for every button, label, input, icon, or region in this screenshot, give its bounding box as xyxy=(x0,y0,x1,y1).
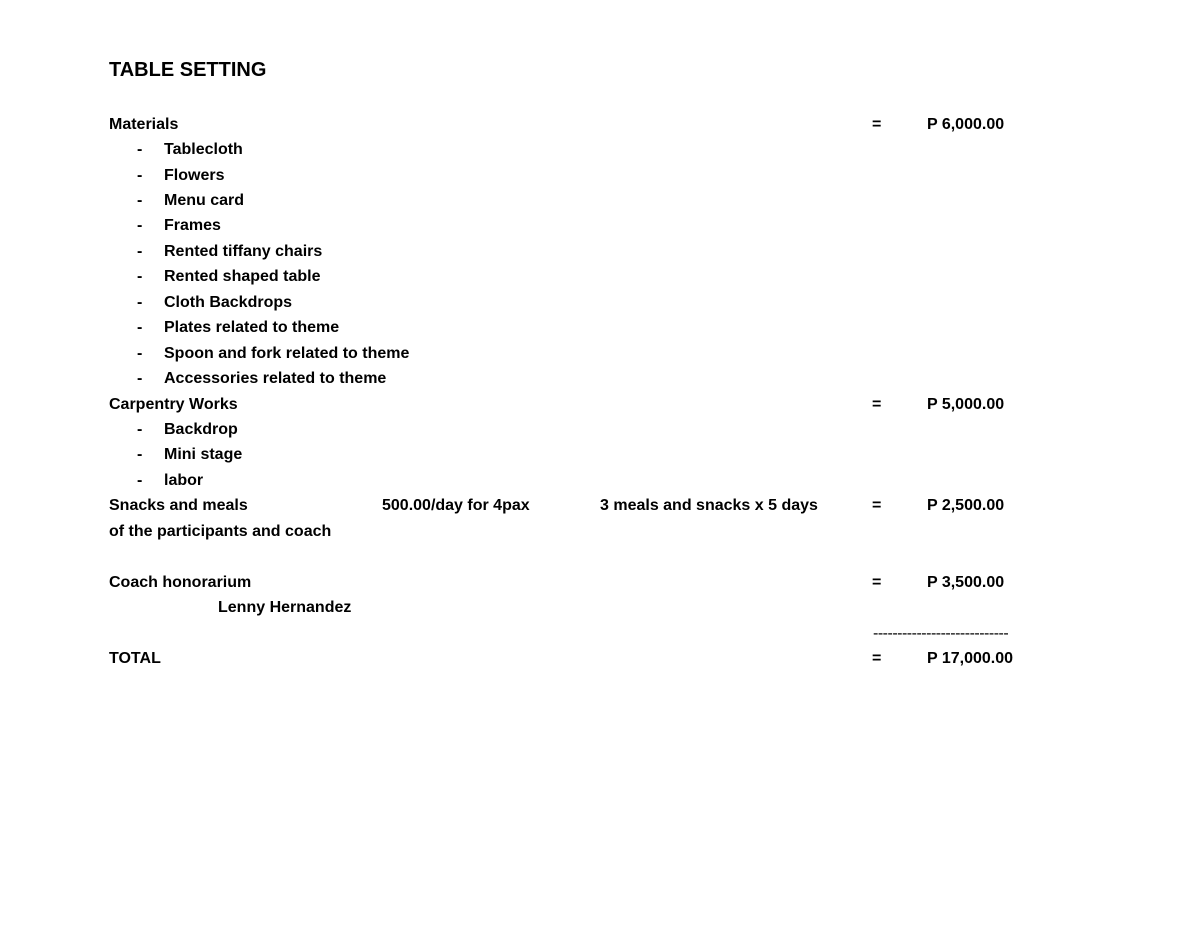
snacks-note: 3 meals and snacks x 5 days xyxy=(600,497,818,514)
list-item xyxy=(0,290,1200,315)
bullet-dash: - xyxy=(137,421,143,438)
material-item: Flowers xyxy=(164,167,225,184)
bullet-dash: - xyxy=(137,217,143,234)
material-item: Menu card xyxy=(164,192,245,209)
material-item: Spoon and fork related to theme xyxy=(164,345,410,362)
material-item: Frames xyxy=(164,217,221,234)
page-title: TABLE SETTING xyxy=(109,59,267,81)
bullet-dash: - xyxy=(137,294,143,311)
snacks-equals: = xyxy=(872,497,882,514)
list-item xyxy=(0,442,1200,467)
bullet-dash: - xyxy=(137,243,143,260)
material-item: Tablecloth xyxy=(164,141,243,158)
coach-label: Coach honorarium xyxy=(109,574,252,591)
snacks-label-continued: of the participants and coach xyxy=(109,523,332,540)
list-item xyxy=(0,366,1200,391)
total-label: TOTAL xyxy=(109,650,161,667)
snacks-amount: P 2,500.00 xyxy=(927,497,1005,514)
bullet-dash: - xyxy=(137,167,143,184)
bullet-dash: - xyxy=(137,268,143,285)
bullet-dash: - xyxy=(137,141,143,158)
total-rule-row xyxy=(0,621,1200,646)
snacks-rate: 500.00/day for 4pax xyxy=(382,497,530,514)
material-item: Cloth Backdrops xyxy=(164,294,293,311)
snacks-row-continued xyxy=(0,519,1200,544)
coach-name: Lenny Hernandez xyxy=(218,599,352,616)
list-item xyxy=(0,341,1200,366)
coach-row xyxy=(0,570,1200,595)
bullet-dash: - xyxy=(137,192,143,209)
carpentry-amount: P 5,000.00 xyxy=(927,396,1005,413)
bullet-dash: - xyxy=(137,472,143,489)
bullet-dash: - xyxy=(137,446,143,463)
list-item xyxy=(0,239,1200,264)
snacks-row xyxy=(0,493,1200,518)
materials-row xyxy=(0,112,1200,137)
bullet-dash: - xyxy=(137,345,143,362)
snacks-label: Snacks and meals xyxy=(109,497,248,514)
list-item xyxy=(0,163,1200,188)
carpentry-item: Mini stage xyxy=(164,446,243,463)
materials-label: Materials xyxy=(109,116,179,133)
total-equals: = xyxy=(872,650,882,667)
materials-equals: = xyxy=(872,116,882,133)
list-item xyxy=(0,188,1200,213)
total-row xyxy=(0,646,1200,671)
material-item: Rented tiffany chairs xyxy=(164,243,323,260)
coach-equals: = xyxy=(872,574,882,591)
total-rule: ---------------------------- xyxy=(873,625,1009,642)
list-item xyxy=(0,213,1200,238)
bullet-dash: - xyxy=(137,370,143,387)
material-item: Plates related to theme xyxy=(164,319,340,336)
carpentry-label: Carpentry Works xyxy=(109,396,238,413)
coach-amount: P 3,500.00 xyxy=(927,574,1005,591)
coach-name-row xyxy=(0,595,1200,620)
total-amount: P 17,000.00 xyxy=(927,650,1014,667)
materials-amount: P 6,000.00 xyxy=(927,116,1005,133)
carpentry-row xyxy=(0,392,1200,417)
carpentry-equals: = xyxy=(872,396,882,413)
material-item: Rented shaped table xyxy=(164,268,321,285)
list-item xyxy=(0,417,1200,442)
list-item xyxy=(0,137,1200,162)
carpentry-item: labor xyxy=(164,472,204,489)
carpentry-item: Backdrop xyxy=(164,421,238,438)
list-item xyxy=(0,468,1200,493)
list-item xyxy=(0,264,1200,289)
list-item xyxy=(0,315,1200,340)
bullet-dash: - xyxy=(137,319,143,336)
material-item: Accessories related to theme xyxy=(164,370,387,387)
